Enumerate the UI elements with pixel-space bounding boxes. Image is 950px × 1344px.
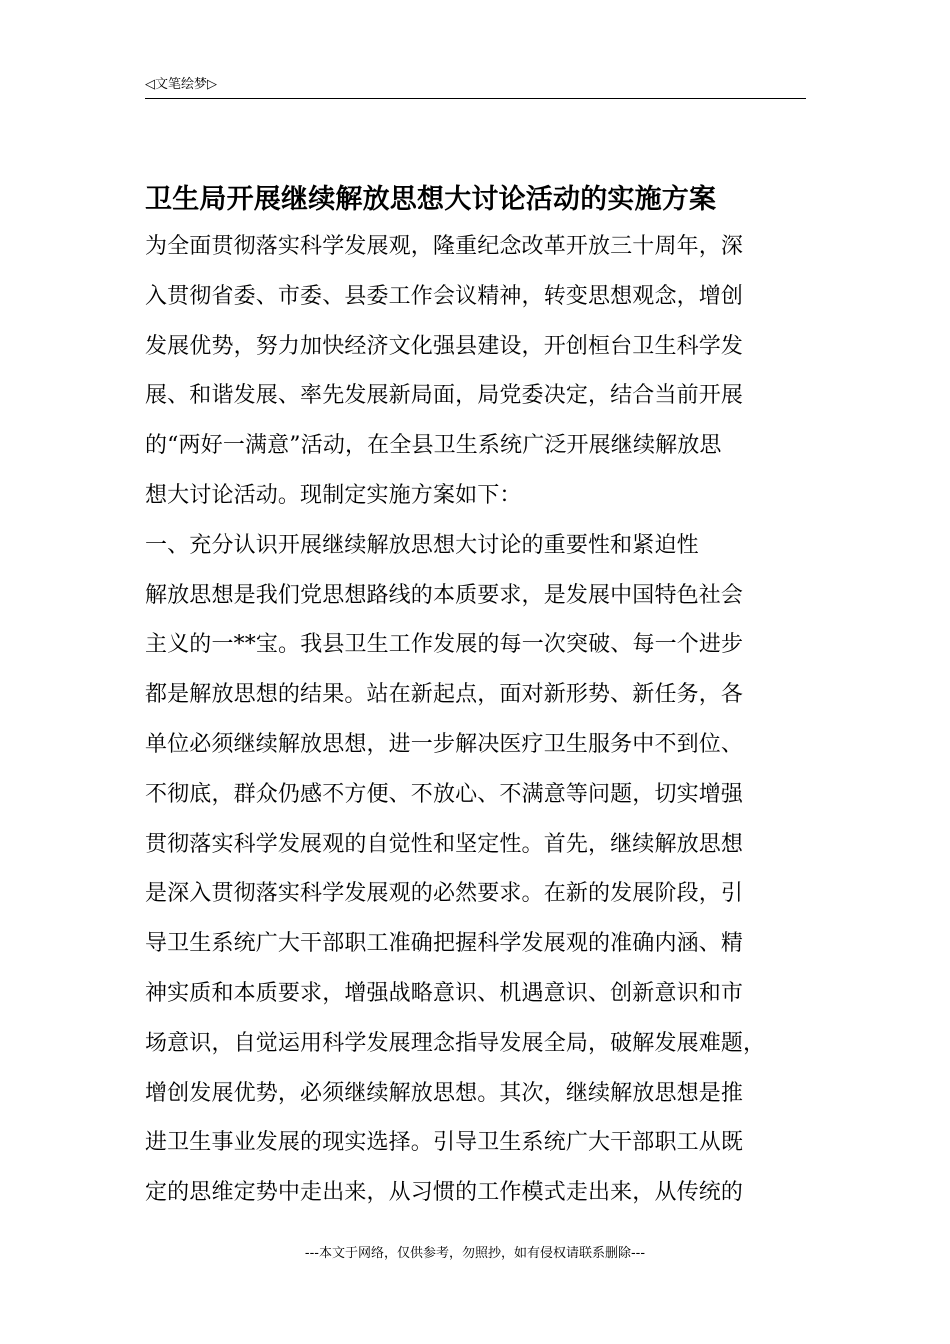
body-line: 解放思想是我们党思想路线的本质要求，是发展中国特色社会 <box>145 582 744 608</box>
body-line: 导卫生系统广大干部职工准确把握科学发展观的准确内涵、精 <box>145 931 744 957</box>
body-line: 入贯彻省委、市委、县委工作会议精神，转变思想观念，增创 <box>145 283 744 309</box>
page-footer: ---本文于网络，仅供参考，勿照抄，如有侵权请联系删除--- <box>304 1246 646 1261</box>
document-body <box>145 222 810 1218</box>
header-text: 文笔绘梦 <box>155 77 208 92</box>
left-triangle-icon: ◁ <box>145 77 155 92</box>
body-line: 都是解放思想的结果。站在新起点，面对新形势、新任务，各 <box>145 682 744 708</box>
body-line: 单位必须继续解放思想，进一步解决医疗卫生服务中不到位、 <box>145 731 744 757</box>
body-line: 主义的一**宝。我县卫生工作发展的每一次突破、每一个进步 <box>145 632 744 658</box>
body-line: 进卫生事业发展的现实选择。引导卫生系统广大干部职工从既 <box>145 1130 744 1156</box>
body-line: 想大讨论活动。现制定实施方案如下： <box>145 482 522 508</box>
body-line: 是深入贯彻落实科学发展观的必然要求。在新的发展阶段，引 <box>145 881 744 907</box>
page-header <box>145 76 806 99</box>
body-line: 不彻底，群众仍感不方便、不放心、不满意等问题，切实增强 <box>145 781 744 807</box>
section-heading: 一、充分认识开展继续解放思想大讨论的重要性和紧迫性 <box>145 532 699 558</box>
body-line: 发展优势，努力加快经济文化强县建设，开创桓台卫生科学发 <box>145 333 744 359</box>
body-line: 神实质和本质要求，增强战略意识、机遇意识、创新意识和市 <box>145 980 744 1006</box>
right-triangle-icon: ▷ <box>207 77 218 92</box>
body-line: 场意识，自觉运用科学发展理念指导发展全局，破解发展难题， <box>145 1030 766 1056</box>
body-line: 贯彻落实科学发展观的自觉性和坚定性。首先，继续解放思想 <box>145 831 744 857</box>
body-line: 为全面贯彻落实科学发展观，隆重纪念改革开放三十周年，深 <box>145 234 744 259</box>
body-line: 展、和谐发展、率先发展新局面，局党委决定，结合当前开展 <box>145 383 744 409</box>
body-line: 的“两好一满意”活动，在全县卫生系统广泛开展继续解放思 <box>145 433 722 459</box>
document-title: 卫生局开展继续解放思想大讨论活动的实施方案 <box>145 184 717 215</box>
body-line: 增创发展优势，必须继续解放思想。其次，继续解放思想是推 <box>145 1080 744 1106</box>
body-line: 定的思维定势中走出来，从习惯的工作模式走出来，从传统的 <box>145 1180 744 1206</box>
